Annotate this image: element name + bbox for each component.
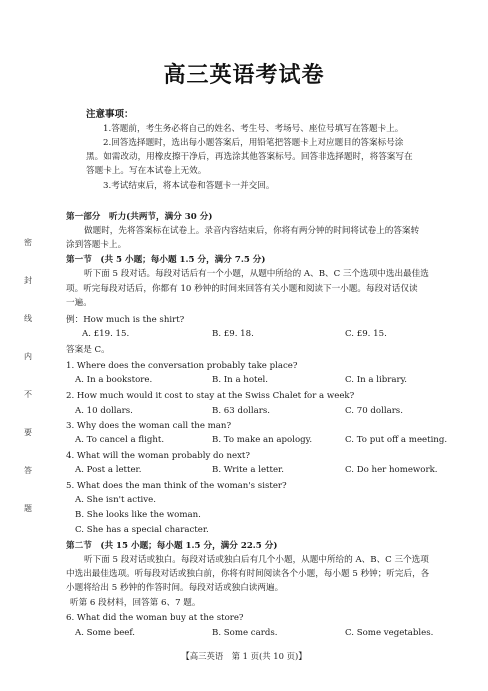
notes-line: 答题卡上。写在本试卷上无效。 (86, 166, 207, 176)
part1-intro: 涂到答题卡上。 (66, 240, 127, 250)
option-c: C. She has a special character. (75, 525, 209, 535)
section2-instruction: 小题将给出 5 秒钟的作答时间。每段对话或独白读两遍。 (66, 583, 284, 593)
part1-intro: 做题时，先将答案标在试卷上。录音内容结束后，你将有两分钟的时间将试卷上的答案转 (84, 226, 420, 236)
question-2: 2. How much would it cost to stay at the Swiss Chalet for a week? (66, 391, 355, 401)
page-title: 高三英语考试卷 (163, 62, 325, 88)
option-c: C. Do her homework. (345, 465, 438, 475)
option-c: C. 70 dollars. (345, 406, 403, 416)
question-5: 5. What does the man think of the woman's sister? (66, 481, 287, 491)
option-a: A. She isn't active. (75, 495, 156, 505)
binding-margin (20, 238, 36, 542)
section2-instruction: 听下面 5 段对话或独白。每段对话或独白后有几个小题，从题中所给的 A、B、C 三个选项 (84, 555, 429, 565)
section2-instruction: 中选出最佳选项。听每段对话或独白前，你将有时间阅读各个小题，每小题 5 秒钟；听完后，各 (66, 569, 430, 579)
notes-heading: 注意事项： (86, 109, 134, 120)
notes-line: 黑。如需改动，用橡皮擦干净后，再选涂其他答案标号。回答非选择题时，将答案写在 (86, 152, 413, 162)
option-c: C. Some vegetables. (345, 628, 434, 638)
option-b: B. Some cards. (212, 628, 278, 638)
option-b: B. 63 dollars. (212, 406, 270, 416)
section2-instruction: 听第 6 段材料，回答第 6、7 题。 (70, 598, 201, 608)
section1-instruction: 听下面 5 段对话。每段对话后有一个小题，从题中所给的 A、B、C 三个选项中选出最佳选 (84, 269, 429, 279)
option-a: A. To cancel a flight. (75, 435, 165, 445)
option-c: C. In a library. (345, 375, 408, 385)
question-1: 1. Where does the conversation probably take place? (66, 361, 298, 371)
page-footer: 【高三英语 第 1 页(共 10 页)】 (181, 651, 307, 661)
option-a: A. Post a letter. (75, 465, 142, 475)
example-question: 例：How much is the shirt? (66, 315, 185, 325)
option-a: A. Some beef. (75, 628, 135, 638)
section1-heading: 第一节 (共 5 小题；每小题 1.5 分，满分 7.5 分) (66, 255, 266, 265)
section1-instruction: 项。听完每段对话后，你都有 10 秒钟的时间来回答有关小题和阅读下一小题。每段对话仅读 (66, 284, 418, 294)
notes-line: 1.答题前，考生务必将自己的姓名、考生号、考场号、座位号填写在答题卡上。 (103, 124, 404, 134)
margin-char: 密 (24, 238, 32, 247)
option-c: C. To put off a meeting. (345, 435, 448, 445)
margin-char: 要 (24, 428, 32, 437)
margin-char: 内 (24, 352, 32, 361)
question-6: 6. What did the woman buy at the store? (66, 613, 244, 623)
margin-char: 封 (24, 276, 32, 285)
example-option-c: C. £9. 15. (345, 329, 387, 339)
notes-line: 2.回答选择题时，选出每小题答案后，用铅笔把答题卡上对应题目的答案标号涂 (103, 138, 404, 148)
notes-line: 3.考试结束后，将本试卷和答题卡一并交回。 (103, 181, 275, 191)
margin-char: 不 (24, 390, 32, 399)
margin-char: 答 (24, 466, 32, 475)
option-b: B. In a hotel. (212, 375, 269, 385)
section2-heading: 第二节 (共 15 小题；每小题 1.5 分，满分 22.5 分) (66, 541, 278, 551)
example-option-b: B. £9. 18. (212, 329, 254, 339)
margin-char: 线 (24, 314, 32, 323)
option-b: B. To make an apology. (212, 435, 313, 445)
part1-heading: 第一部分 听力(共两节，满分 30 分) (66, 212, 213, 222)
option-b: B. Write a letter. (212, 465, 284, 475)
section1-instruction: 一遍。 (66, 298, 92, 308)
question-3: 3. Why does the woman call the man? (66, 421, 232, 431)
option-b: B. She looks like the woman. (75, 510, 201, 520)
question-4: 4. What will the woman probably do next? (66, 451, 250, 461)
margin-char: 题 (24, 504, 32, 513)
example-option-a: A. £19. 15. (82, 329, 130, 339)
example-answer: 答案是 C。 (66, 345, 110, 355)
option-a: A. 10 dollars. (75, 406, 133, 416)
option-a: A. In a bookstore. (75, 375, 153, 385)
